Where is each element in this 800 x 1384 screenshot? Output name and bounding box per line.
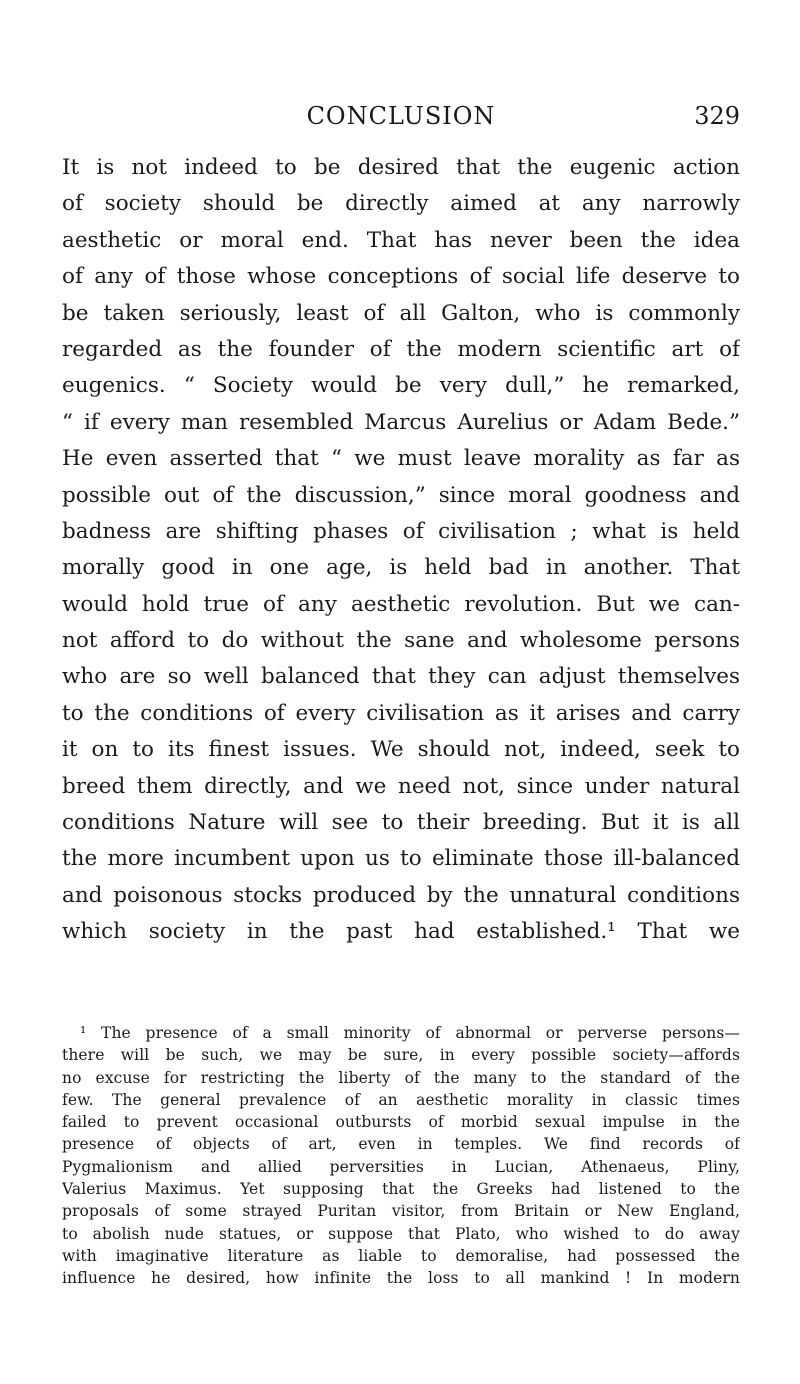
footnote-line: Valerius Maximus. Yet supposing that the Greeks had listened to the xyxy=(62,1180,740,1199)
body-line: which society in the past had established.¹ That we xyxy=(62,919,740,945)
body-line: “ if every man resembled Marcus Aurelius or Adam Bede.” xyxy=(62,409,740,435)
footnote-line: failed to prevent occasional outbursts of morbid sexual impulse in the xyxy=(62,1113,740,1132)
body-line: He even asserted that “ we must leave morality as far as xyxy=(62,446,740,472)
body-line: not afford to do without the sane and wholesome persons xyxy=(62,628,740,654)
running-head xyxy=(62,98,740,134)
body-line: and poisonous stocks produced by the unnatural conditions xyxy=(62,882,740,908)
body-line: would hold true of any aesthetic revolution. But we can- xyxy=(62,591,740,617)
footnote-line: to abolish nude statues, or suppose that Plato, who wished to do away xyxy=(62,1224,740,1243)
body-line: it on to its finest issues. We should not, indeed, seek to xyxy=(62,737,740,763)
body-line: of any of those whose conceptions of social life deserve to xyxy=(62,264,740,290)
footnote-line: there will be such, we may be sure, in every possible society—affords xyxy=(62,1046,740,1065)
body-line: possible out of the discussion,” since moral goodness and xyxy=(62,482,740,508)
book-page xyxy=(62,0,740,1384)
body-line: regarded as the founder of the modern scientific art of xyxy=(62,336,740,362)
body-line: to the conditions of every civilisation as it arises and carry xyxy=(62,700,740,726)
body-line: badness are shifting phases of civilisation ; what is held xyxy=(62,518,740,544)
footnote-line: presence of objects of art, even in temples. We find records of xyxy=(62,1135,740,1154)
body-line: be taken seriously, least of all Galton, who is commonly xyxy=(62,300,740,326)
body-line: conditions Nature will see to their breeding. But it is all xyxy=(62,810,740,836)
body-line: It is not indeed to be desired that the eugenic action xyxy=(62,155,740,180)
body-line: eugenics. “ Society would be very dull,” he remarked, xyxy=(62,373,740,399)
body-line: breed them directly, and we need not, since under natural xyxy=(62,773,740,799)
footnote-line: influence he desired, how infinite the loss to all mankind ! In modern xyxy=(62,1269,740,1288)
footnote-line: few. The general prevalence of an aesthetic morality in classic times xyxy=(62,1090,740,1109)
body-text xyxy=(62,150,740,951)
body-line: who are so well balanced that they can adjust themselves xyxy=(62,664,740,690)
footnote-block xyxy=(62,1022,740,1290)
chapter-title: CONCLUSION xyxy=(306,102,496,130)
footnote-line: Pygmalionism and allied perversities in Lucian, Athenaeus, Pliny, xyxy=(62,1157,740,1176)
body-line: morally good in one age, is held bad in another. That xyxy=(62,555,740,581)
body-line: aesthetic or moral end. That has never been the idea xyxy=(62,227,740,253)
footnote-line: no excuse for restricting the liberty of the many to the standard of the xyxy=(62,1068,740,1087)
footnote-line: proposals of some strayed Puritan visitor, from Britain or New England, xyxy=(62,1202,740,1221)
body-line: of society should be directly aimed at any narrowly xyxy=(62,191,740,217)
footnote-line: ¹ The presence of a small minority of abnormal or perverse persons— xyxy=(80,1024,740,1042)
page-number: 329 xyxy=(694,102,740,130)
footnote-line: with imaginative literature as liable to demoralise, had possessed the xyxy=(62,1246,740,1265)
body-line: the more incumbent upon us to eliminate those ill-balanced xyxy=(62,846,740,872)
